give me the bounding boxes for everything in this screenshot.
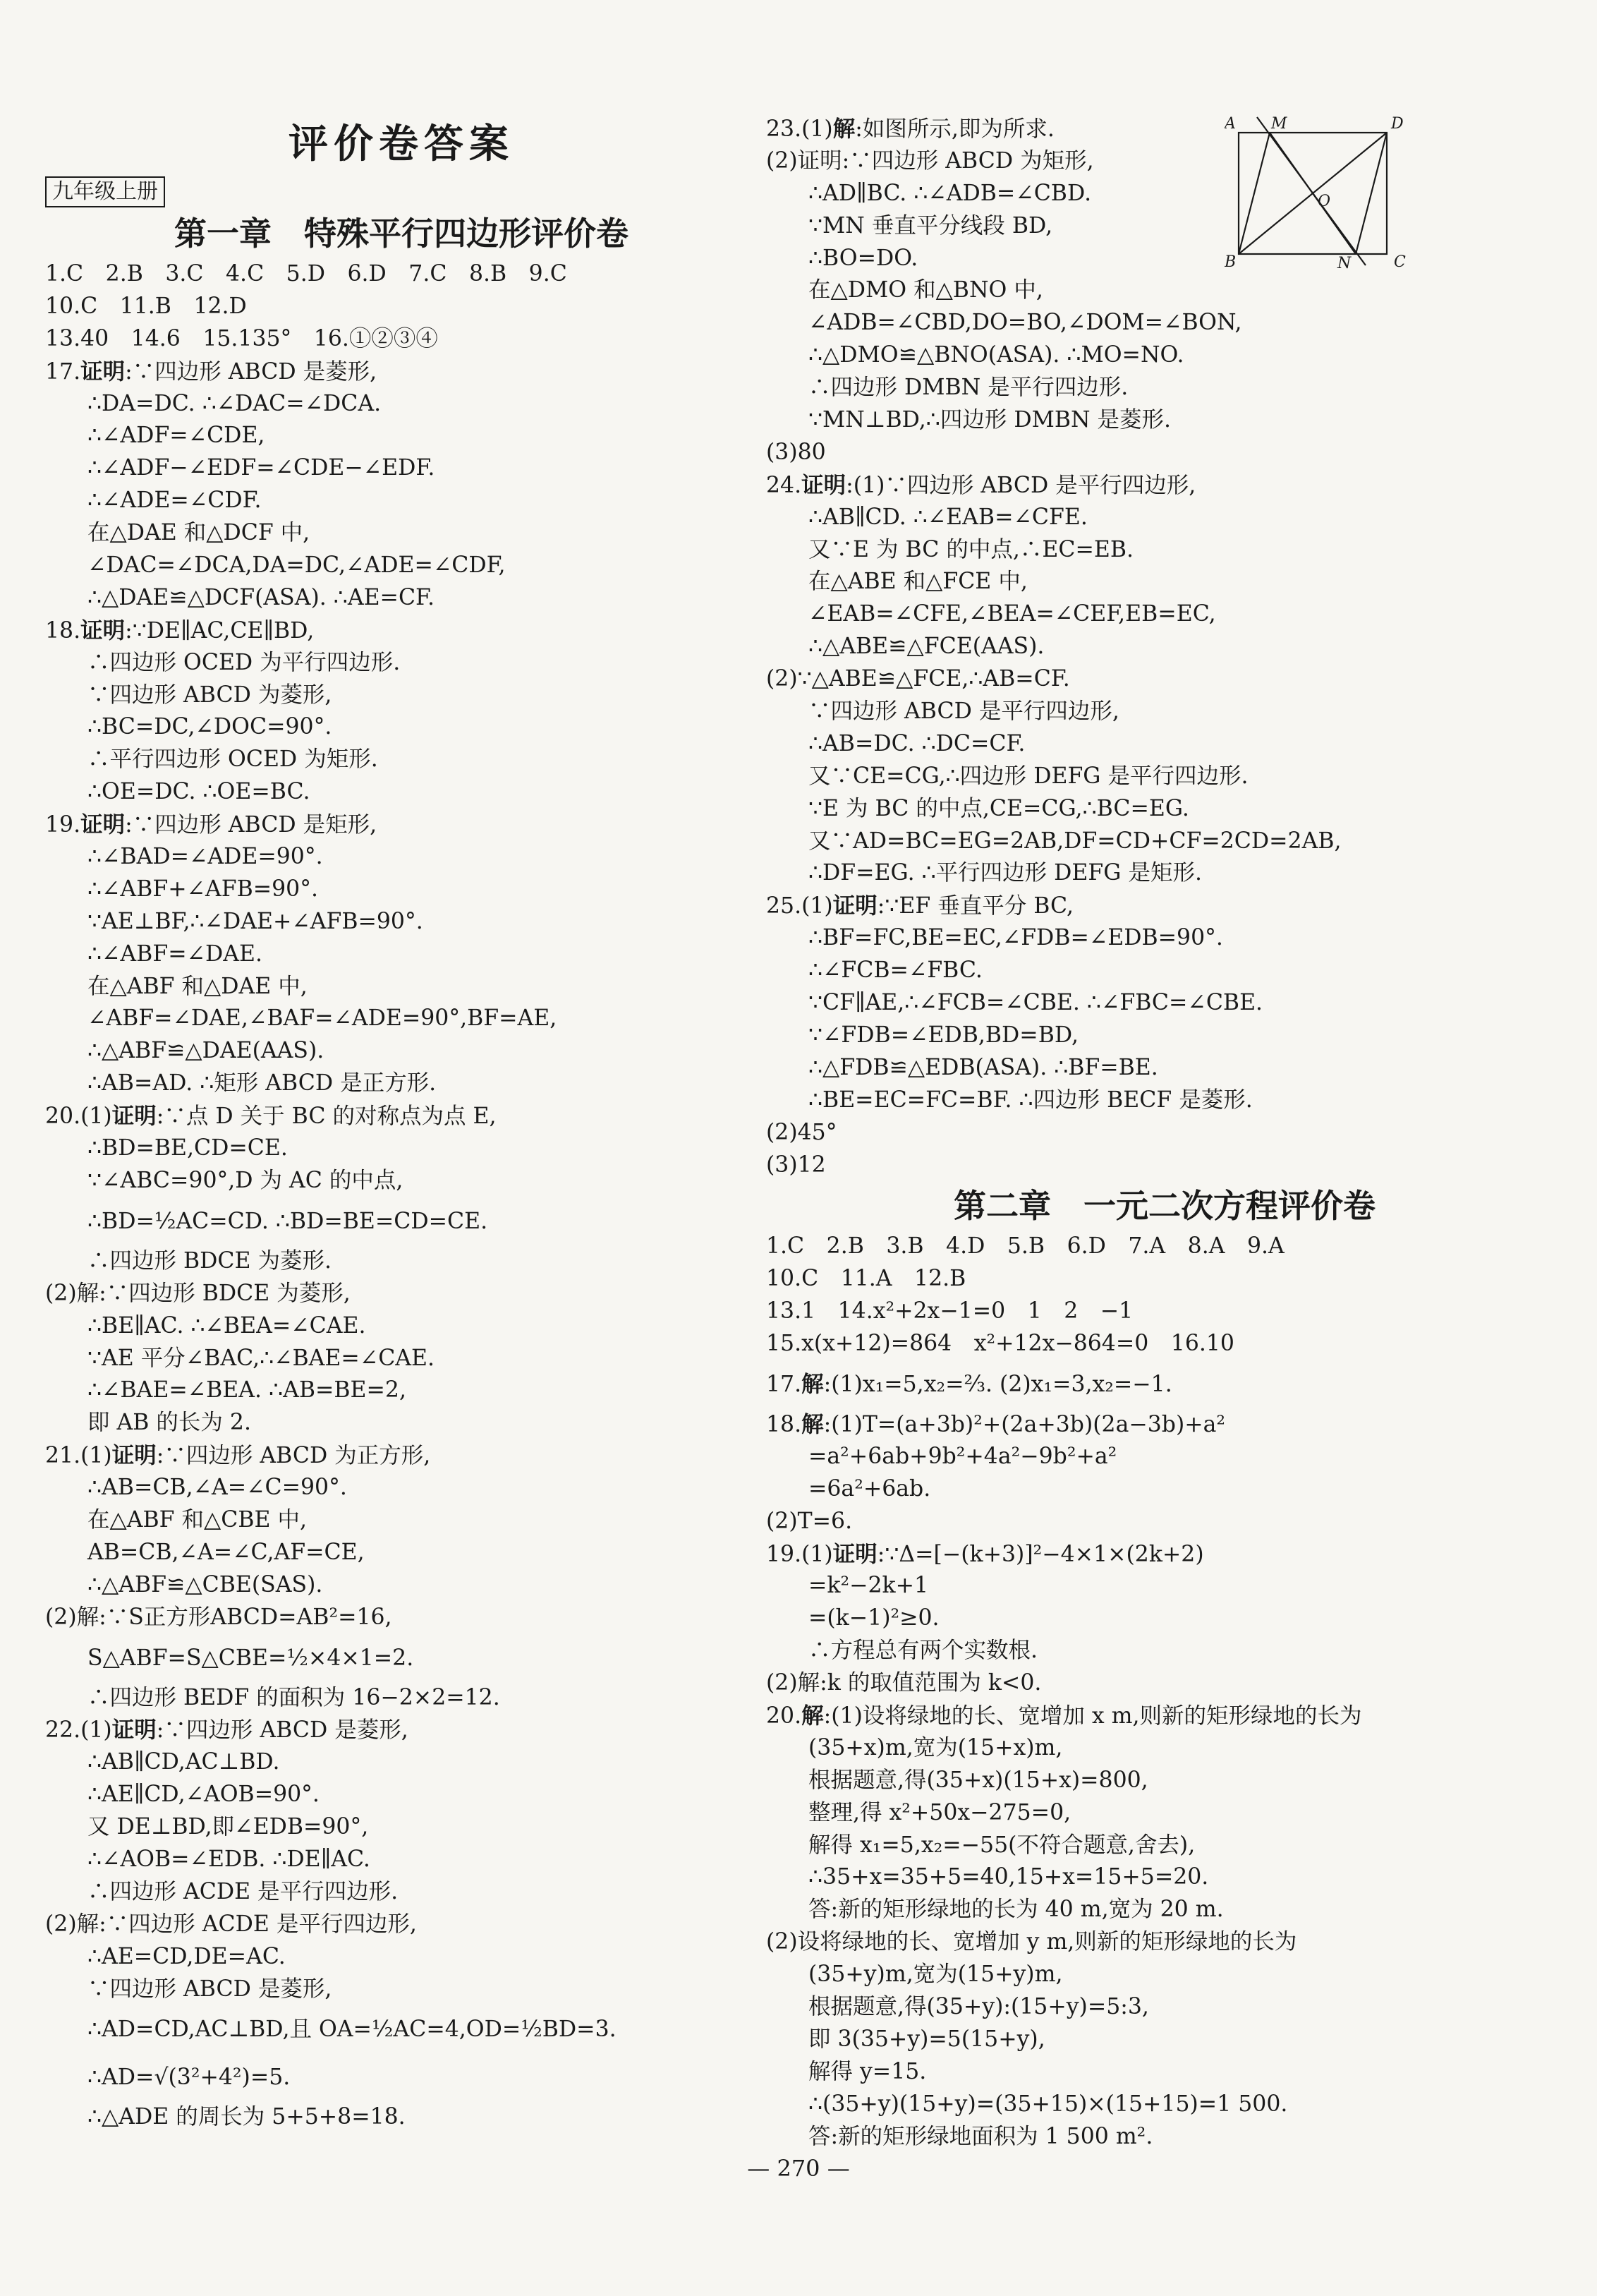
chapter-2-title: 第二章 一元二次方程评价卷 bbox=[954, 1187, 1376, 1226]
answer-line: ∵AE⊥BF,∴∠DAE+∠AFB=90°. bbox=[87, 908, 423, 934]
answer-line: ∴AB∥CD. ∴∠EAB=∠CFE. bbox=[808, 504, 1088, 530]
answer-line: 10.C 11.A 12.B bbox=[766, 1266, 966, 1292]
answer-line: (2)45° bbox=[766, 1119, 837, 1145]
answer-line: (2)∵△ABE≌△FCE,∴AB=CF. bbox=[766, 666, 1070, 692]
answer-line: ∵∠ABC=90°,D 为 AC 的中点, bbox=[87, 1167, 403, 1193]
answer-line: (2)设将绿地的长、宽增加 y m,则新的矩形绿地的长为 bbox=[766, 1929, 1297, 1955]
answer-line: 1.C 2.B 3.B 4.D 5.B 6.D 7.A 8.A 9.A bbox=[766, 1233, 1285, 1259]
answer-line: (3)12 bbox=[766, 1152, 826, 1178]
answer-line: ∴四边形 BEDF 的面积为 16−2×2=12. bbox=[87, 1684, 500, 1710]
answer-line: 答:新的矩形绿地面积为 1 500 m². bbox=[808, 2123, 1153, 2149]
answer-line: ∴四边形 BDCE 为菱形. bbox=[87, 1247, 332, 1274]
answer-line: ∴BE∥AC. ∴∠BEA=∠CAE. bbox=[87, 1312, 366, 1339]
answer-line: ∴∠BAE=∠BEA. ∴AB=BE=2, bbox=[87, 1377, 406, 1403]
label-o: O bbox=[1318, 193, 1331, 210]
answer-line: 又 DE⊥BD,即∠EDB=90°, bbox=[87, 1814, 369, 1840]
answer-line: 19.(1)证明:∵Δ=[−(k+3)]²−4×1×(2k+2) bbox=[766, 1540, 1204, 1567]
segment-bm bbox=[1239, 133, 1270, 254]
answer-line: AB=CB,∠A=∠C,AF=CE, bbox=[87, 1539, 365, 1565]
answer-line: (35+y)m,宽为(15+y)m, bbox=[808, 1962, 1063, 1988]
answer-line: ∴(35+y)(15+y)=(35+15)×(15+15)=1 500. bbox=[808, 2091, 1288, 2117]
left-column bbox=[45, 113, 758, 2134]
answer-line: (2)解:∵四边形 BDCE 为菱形, bbox=[45, 1280, 351, 1306]
answer-line: 在△DMO 和△BNO 中, bbox=[808, 277, 1043, 303]
answer-line: 即 3(35+y)=5(15+y), bbox=[808, 2026, 1045, 2052]
answer-line: ∴AE∥CD,∠AOB=90°. bbox=[87, 1782, 320, 1808]
answer-line: (35+x)m,宽为(15+x)m, bbox=[808, 1734, 1063, 1760]
answer-line: (3)80 bbox=[766, 439, 826, 465]
answer-line: ∴DF=EG. ∴平行四边形 DEFG 是矩形. bbox=[808, 860, 1202, 886]
answer-line: ∴方程总有两个实数根. bbox=[808, 1638, 1038, 1664]
answer-line: 22.(1)证明:∵四边形 ABCD 是菱形, bbox=[45, 1717, 408, 1744]
answer-line: (2)解:∵四边形 ACDE 是平行四边形, bbox=[45, 1911, 417, 1937]
answer-line: ∴△DMO≌△BNO(ASA). ∴MO=NO. bbox=[808, 342, 1184, 368]
answer-line: ∠DAC=∠DCA,DA=DC,∠ADE=∠CDF, bbox=[87, 552, 506, 579]
answer-line: ∴BC=DC,∠DOC=90°. bbox=[87, 714, 332, 740]
answer-line: ∴BD=½AC=CD. ∴BD=BE=CD=CE. bbox=[87, 1208, 488, 1234]
answer-line: 在△ABF 和△CBE 中, bbox=[87, 1506, 307, 1533]
grade-tag: 九年级上册 bbox=[45, 176, 165, 207]
answer-line: (2)证明:∵四边形 ABCD 为矩形, bbox=[766, 147, 1094, 174]
answer-line: 在△ABE 和△FCE 中, bbox=[808, 569, 1028, 595]
answer-line: (2)解:∵S正方形ABCD=AB²=16, bbox=[45, 1604, 392, 1630]
answer-line: ∴BF=FC,BE=EC,∠FDB=∠EDB=90°. bbox=[808, 925, 1223, 951]
answer-line: =k²−2k+1 bbox=[808, 1573, 929, 1599]
chapter-2-answers bbox=[766, 1231, 1563, 2153]
answer-line: 整理,得 x²+50x−275=0, bbox=[808, 1799, 1071, 1825]
answer-line: 10.C 11.B 12.D bbox=[45, 293, 247, 319]
answer-line: =6a²+6ab. bbox=[808, 1475, 931, 1502]
answer-line: ∴AD=√(3²+4²)=5. bbox=[87, 2065, 291, 2091]
answer-line: ∴∠ADF=∠CDE, bbox=[87, 423, 265, 449]
answer-line: ∴BD=BE,CD=CE. bbox=[87, 1135, 288, 1161]
segment-dn bbox=[1356, 133, 1387, 254]
chapter-1-answers-left bbox=[45, 258, 758, 2134]
answer-line: ∴AE=CD,DE=AC. bbox=[87, 1943, 286, 1969]
answer-line: ∴△ABF≌△DAE(AAS). bbox=[87, 1038, 324, 1064]
answer-line: 又∵CE=CG,∴四边形 DEFG 是平行四边形. bbox=[808, 763, 1249, 789]
answer-line: 解得 y=15. bbox=[808, 2058, 927, 2084]
answer-line: ∴AD=CD,AC⊥BD,且 OA=½AC=4,OD=½BD=3. bbox=[87, 2017, 617, 2043]
answer-line: ∴△ABE≌△FCE(AAS). bbox=[808, 634, 1045, 660]
answer-line: ∴BO=DO. bbox=[808, 245, 918, 271]
answer-line: 15.x(x+12)=864 x²+12x−864=0 16.10 bbox=[766, 1331, 1234, 1357]
answer-line: ∴∠BAD=∠ADE=90°. bbox=[87, 844, 323, 870]
answer-line: 20.(1)证明:∵点 D 关于 BC 的对称点为点 E, bbox=[45, 1103, 497, 1130]
answer-line: ∴AD∥BC. ∴∠ADB=∠CBD. bbox=[808, 180, 1092, 206]
answer-line: 13.1 14.x²+2x−1=0 1 2 −1 bbox=[766, 1298, 1134, 1324]
answer-line: ∵MN⊥BD,∴四边形 DMBN 是菱形. bbox=[808, 407, 1172, 433]
answer-line: (2)T=6. bbox=[766, 1508, 853, 1534]
answer-line: ∴平行四边形 OCED 为矩形. bbox=[87, 747, 378, 773]
answer-line: ∵MN 垂直平分线段 BD, bbox=[808, 212, 1053, 238]
answer-line: 在△ABF 和△DAE 中, bbox=[87, 973, 308, 999]
answer-line: ∴∠FCB=∠FBC. bbox=[808, 957, 983, 984]
answer-line: ∠ADB=∠CBD,DO=BO,∠DOM=∠BON, bbox=[808, 310, 1242, 336]
answer-line: ∴AB=AD. ∴矩形 ABCD 是正方形. bbox=[87, 1070, 437, 1096]
answer-line: 18.证明:∵DE∥AC,CE∥BD, bbox=[45, 617, 315, 644]
answer-line: 18.解:(1)T=(a+3b)²+(2a+3b)(2a−3b)+a² bbox=[766, 1410, 1226, 1437]
label-n: N bbox=[1337, 255, 1352, 270]
answer-line: ∵CF∥AE,∴∠FCB=∠CBE. ∴∠FBC=∠CBE. bbox=[808, 990, 1263, 1016]
answer-line: ∠ABF=∠DAE,∠BAF=∠ADE=90°,BF=AE, bbox=[87, 1005, 557, 1032]
answer-line: 又∵E 为 BC 的中点,∴EC=EB. bbox=[808, 536, 1134, 562]
answer-line: ∴∠ABF+∠AFB=90°. bbox=[87, 876, 318, 902]
rectangle-figure bbox=[1225, 113, 1415, 270]
answer-line: 根据题意,得(35+y):(15+y)=5:3, bbox=[808, 1993, 1149, 2019]
answer-line: ∵AE 平分∠BAC,∴∠BAE=∠CAE. bbox=[87, 1345, 435, 1371]
answer-line: (2)解:k 的取值范围为 k<0. bbox=[766, 1670, 1042, 1696]
answer-line: S△ABF=S△CBE=½×4×1=2. bbox=[87, 1645, 414, 1671]
document-title: 评价卷答案 bbox=[289, 121, 514, 167]
answer-line: ∴∠ADF−∠EDF=∠CDE−∠EDF. bbox=[87, 455, 435, 481]
answer-line: ∵四边形 ABCD 是平行四边形, bbox=[808, 699, 1119, 725]
label-a: A bbox=[1225, 115, 1236, 133]
answer-line: ∴∠ABF=∠DAE. bbox=[87, 941, 262, 967]
answer-line: ∴△DAE≌△DCF(ASA). ∴AE=CF. bbox=[87, 584, 435, 610]
answer-line: ∴四边形 ACDE 是平行四边形. bbox=[87, 1878, 399, 1904]
line-mn-extended bbox=[1257, 117, 1366, 265]
answer-line: ∵四边形 ABCD 是菱形, bbox=[87, 1976, 332, 2002]
answer-line: ∴四边形 OCED 为平行四边形. bbox=[87, 649, 401, 675]
page-number: — 270 — bbox=[747, 2155, 850, 2182]
answer-line: 23.(1)解:如图所示,即为所求. bbox=[766, 116, 1055, 142]
answer-line: ∴△ADE 的周长为 5+5+8=18. bbox=[87, 2104, 406, 2130]
answer-line: ∴△FDB≌△EDB(ASA). ∴BF=BE. bbox=[808, 1054, 1158, 1080]
label-d: D bbox=[1391, 115, 1404, 133]
answer-line: 24.证明:(1)∵四边形 ABCD 是平行四边形, bbox=[766, 471, 1196, 498]
answer-line: ∴DA=DC. ∴∠DAC=∠DCA. bbox=[87, 390, 382, 416]
answer-line: ∴△ABF≌△CBE(SAS). bbox=[87, 1571, 323, 1597]
answer-line: ∠EAB=∠CFE,∠BEA=∠CEF,EB=EC, bbox=[808, 601, 1216, 627]
answer-line: ∴OE=DC. ∴OE=BC. bbox=[87, 779, 310, 805]
answer-line: ∴BE=EC=FC=BF. ∴四边形 BECF 是菱形. bbox=[808, 1087, 1253, 1113]
answer-line: ∴∠AOB=∠EDB. ∴DE∥AC. bbox=[87, 1846, 370, 1872]
answer-line: 1.C 2.B 3.C 4.C 5.D 6.D 7.C 8.B 9.C bbox=[45, 261, 567, 286]
answer-line: ∴四边形 DMBN 是平行四边形. bbox=[808, 375, 1129, 401]
answer-line: 17.证明:∵四边形 ABCD 是菱形, bbox=[45, 358, 377, 385]
answer-line: 19.证明:∵四边形 ABCD 是矩形, bbox=[45, 811, 377, 838]
answer-line: 根据题意,得(35+x)(15+x)=800, bbox=[808, 1767, 1148, 1793]
answer-line: 25.(1)证明:∵EF 垂直平分 BC, bbox=[766, 893, 1074, 919]
answer-line: ∵四边形 ABCD 为菱形, bbox=[87, 682, 332, 708]
answer-line: 在△DAE 和△DCF 中, bbox=[87, 520, 310, 546]
chapter-1-answers-right bbox=[766, 113, 1563, 1181]
answer-line: 20.解:(1)设将绿地的长、宽增加 x m,则新的矩形绿地的长为 bbox=[766, 1702, 1362, 1729]
answer-line: ∴AB∥CD,AC⊥BD. bbox=[87, 1749, 280, 1775]
answer-line: ∴∠ADE=∠CDF. bbox=[87, 488, 262, 514]
answer-line: ∴AB=CB,∠A=∠C=90°. bbox=[87, 1475, 347, 1501]
answer-line: 即 AB 的长为 2. bbox=[87, 1410, 251, 1436]
answer-line: 答:新的矩形绿地的长为 40 m,宽为 20 m. bbox=[808, 1897, 1224, 1923]
chapter-1-title: 第一章 特殊平行四边形评价卷 bbox=[174, 215, 629, 253]
right-column bbox=[766, 113, 1563, 2153]
answer-line: ∵E 为 BC 的中点,CE=CG,∴BC=EG. bbox=[808, 795, 1189, 821]
answer-line: ∵∠FDB=∠EDB,BD=BD, bbox=[808, 1022, 1079, 1048]
answer-line: 13.40 14.6 15.135° 16.①②③④ bbox=[45, 325, 438, 351]
answer-line: ∴AB=DC. ∴DC=CF. bbox=[808, 730, 1026, 756]
answer-line: =a²+6ab+9b²+4a²−9b²+a² bbox=[808, 1443, 1117, 1469]
answer-line: 又∵AD=BC=EG=2AB,DF=CD+CF=2CD=2AB, bbox=[808, 828, 1342, 854]
answer-line: 21.(1)证明:∵四边形 ABCD 为正方形, bbox=[45, 1442, 431, 1469]
answer-line: 解得 x₁=5,x₂=−55(不符合题意,舍去), bbox=[808, 1832, 1196, 1858]
label-c: C bbox=[1394, 253, 1406, 270]
answer-line: 17.解:(1)x₁=5,x₂=⅔. (2)x₁=3,x₂=−1. bbox=[766, 1370, 1172, 1397]
label-b: B bbox=[1225, 253, 1237, 270]
answer-line: ∴35+x=35+5=40,15+x=15+5=20. bbox=[808, 1864, 1209, 1890]
answer-line: =(k−1)²≥0. bbox=[808, 1605, 940, 1631]
label-m: M bbox=[1271, 115, 1287, 133]
